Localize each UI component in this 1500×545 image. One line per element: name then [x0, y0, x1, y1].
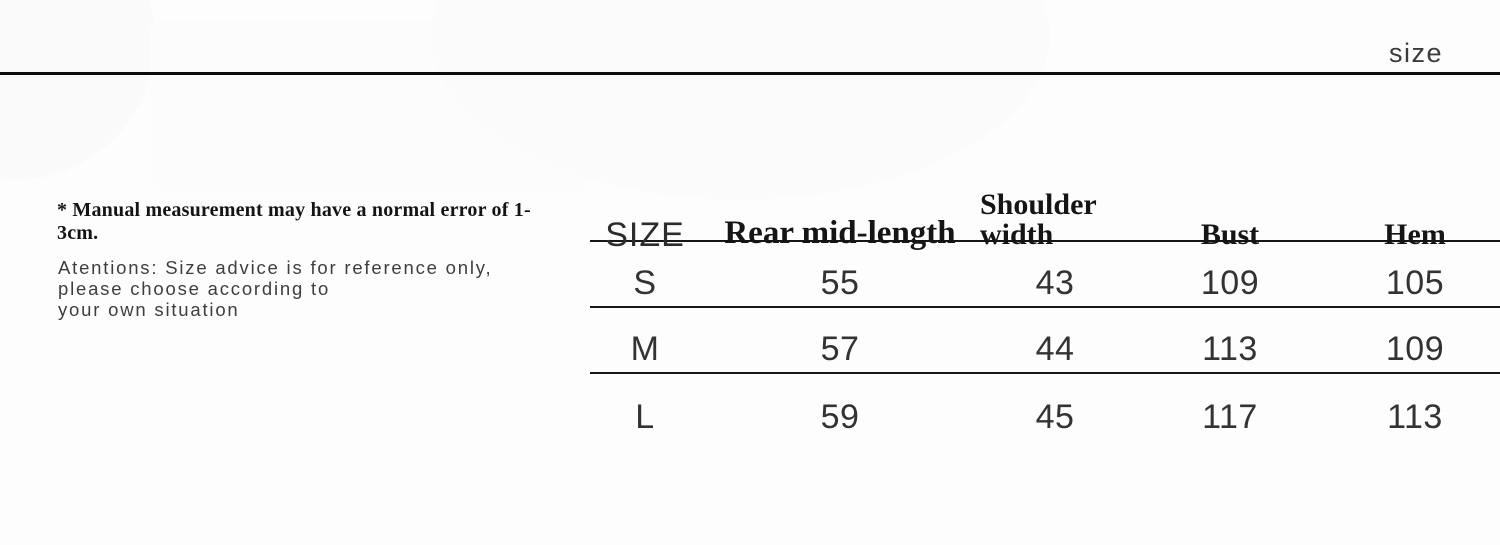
cell-rear: 57 [820, 330, 860, 368]
cell-rear: 59 [820, 398, 860, 436]
cell-bust: 113 [1202, 330, 1258, 368]
size-chart-title: size [1388, 38, 1443, 68]
cell-shoulder: 43 [1035, 264, 1075, 302]
cell-size: L [635, 398, 655, 436]
column-header-rear-mid-length: Rear mid-length [724, 215, 956, 251]
column-header-size: SIZE [605, 216, 685, 254]
measurement-error-note: * Manual measurement may have a normal error of 1-3cm. [57, 199, 531, 244]
size-table [590, 190, 1500, 440]
cell-bust: 117 [1202, 398, 1258, 436]
attention-note-line: please choose according to [58, 278, 331, 299]
attention-note-line: your own situation [58, 299, 240, 320]
header-divider-line [0, 72, 1500, 75]
cell-hem: 105 [1385, 264, 1445, 302]
cell-shoulder: 44 [1035, 330, 1075, 368]
cell-rear: 55 [820, 264, 860, 302]
cell-size: S [633, 264, 657, 302]
table-header-row [590, 188, 1500, 254]
table-row-size-s [590, 242, 1500, 308]
cell-hem: 113 [1387, 398, 1443, 436]
cell-bust: 109 [1200, 264, 1260, 302]
column-header-shoulder-width: Shoulder width [980, 188, 1097, 251]
column-header-hem: Hem [1384, 218, 1446, 251]
table-row-size-m [590, 308, 1500, 374]
cell-size: M [630, 330, 660, 368]
table-row-size-l [590, 374, 1500, 440]
cell-shoulder: 45 [1035, 398, 1075, 436]
attention-note-line: Atentions: Size advice is for reference only, [58, 257, 493, 278]
cell-hem: 109 [1385, 330, 1445, 368]
attention-note [58, 257, 538, 320]
column-header-bust: Bust [1200, 218, 1260, 251]
